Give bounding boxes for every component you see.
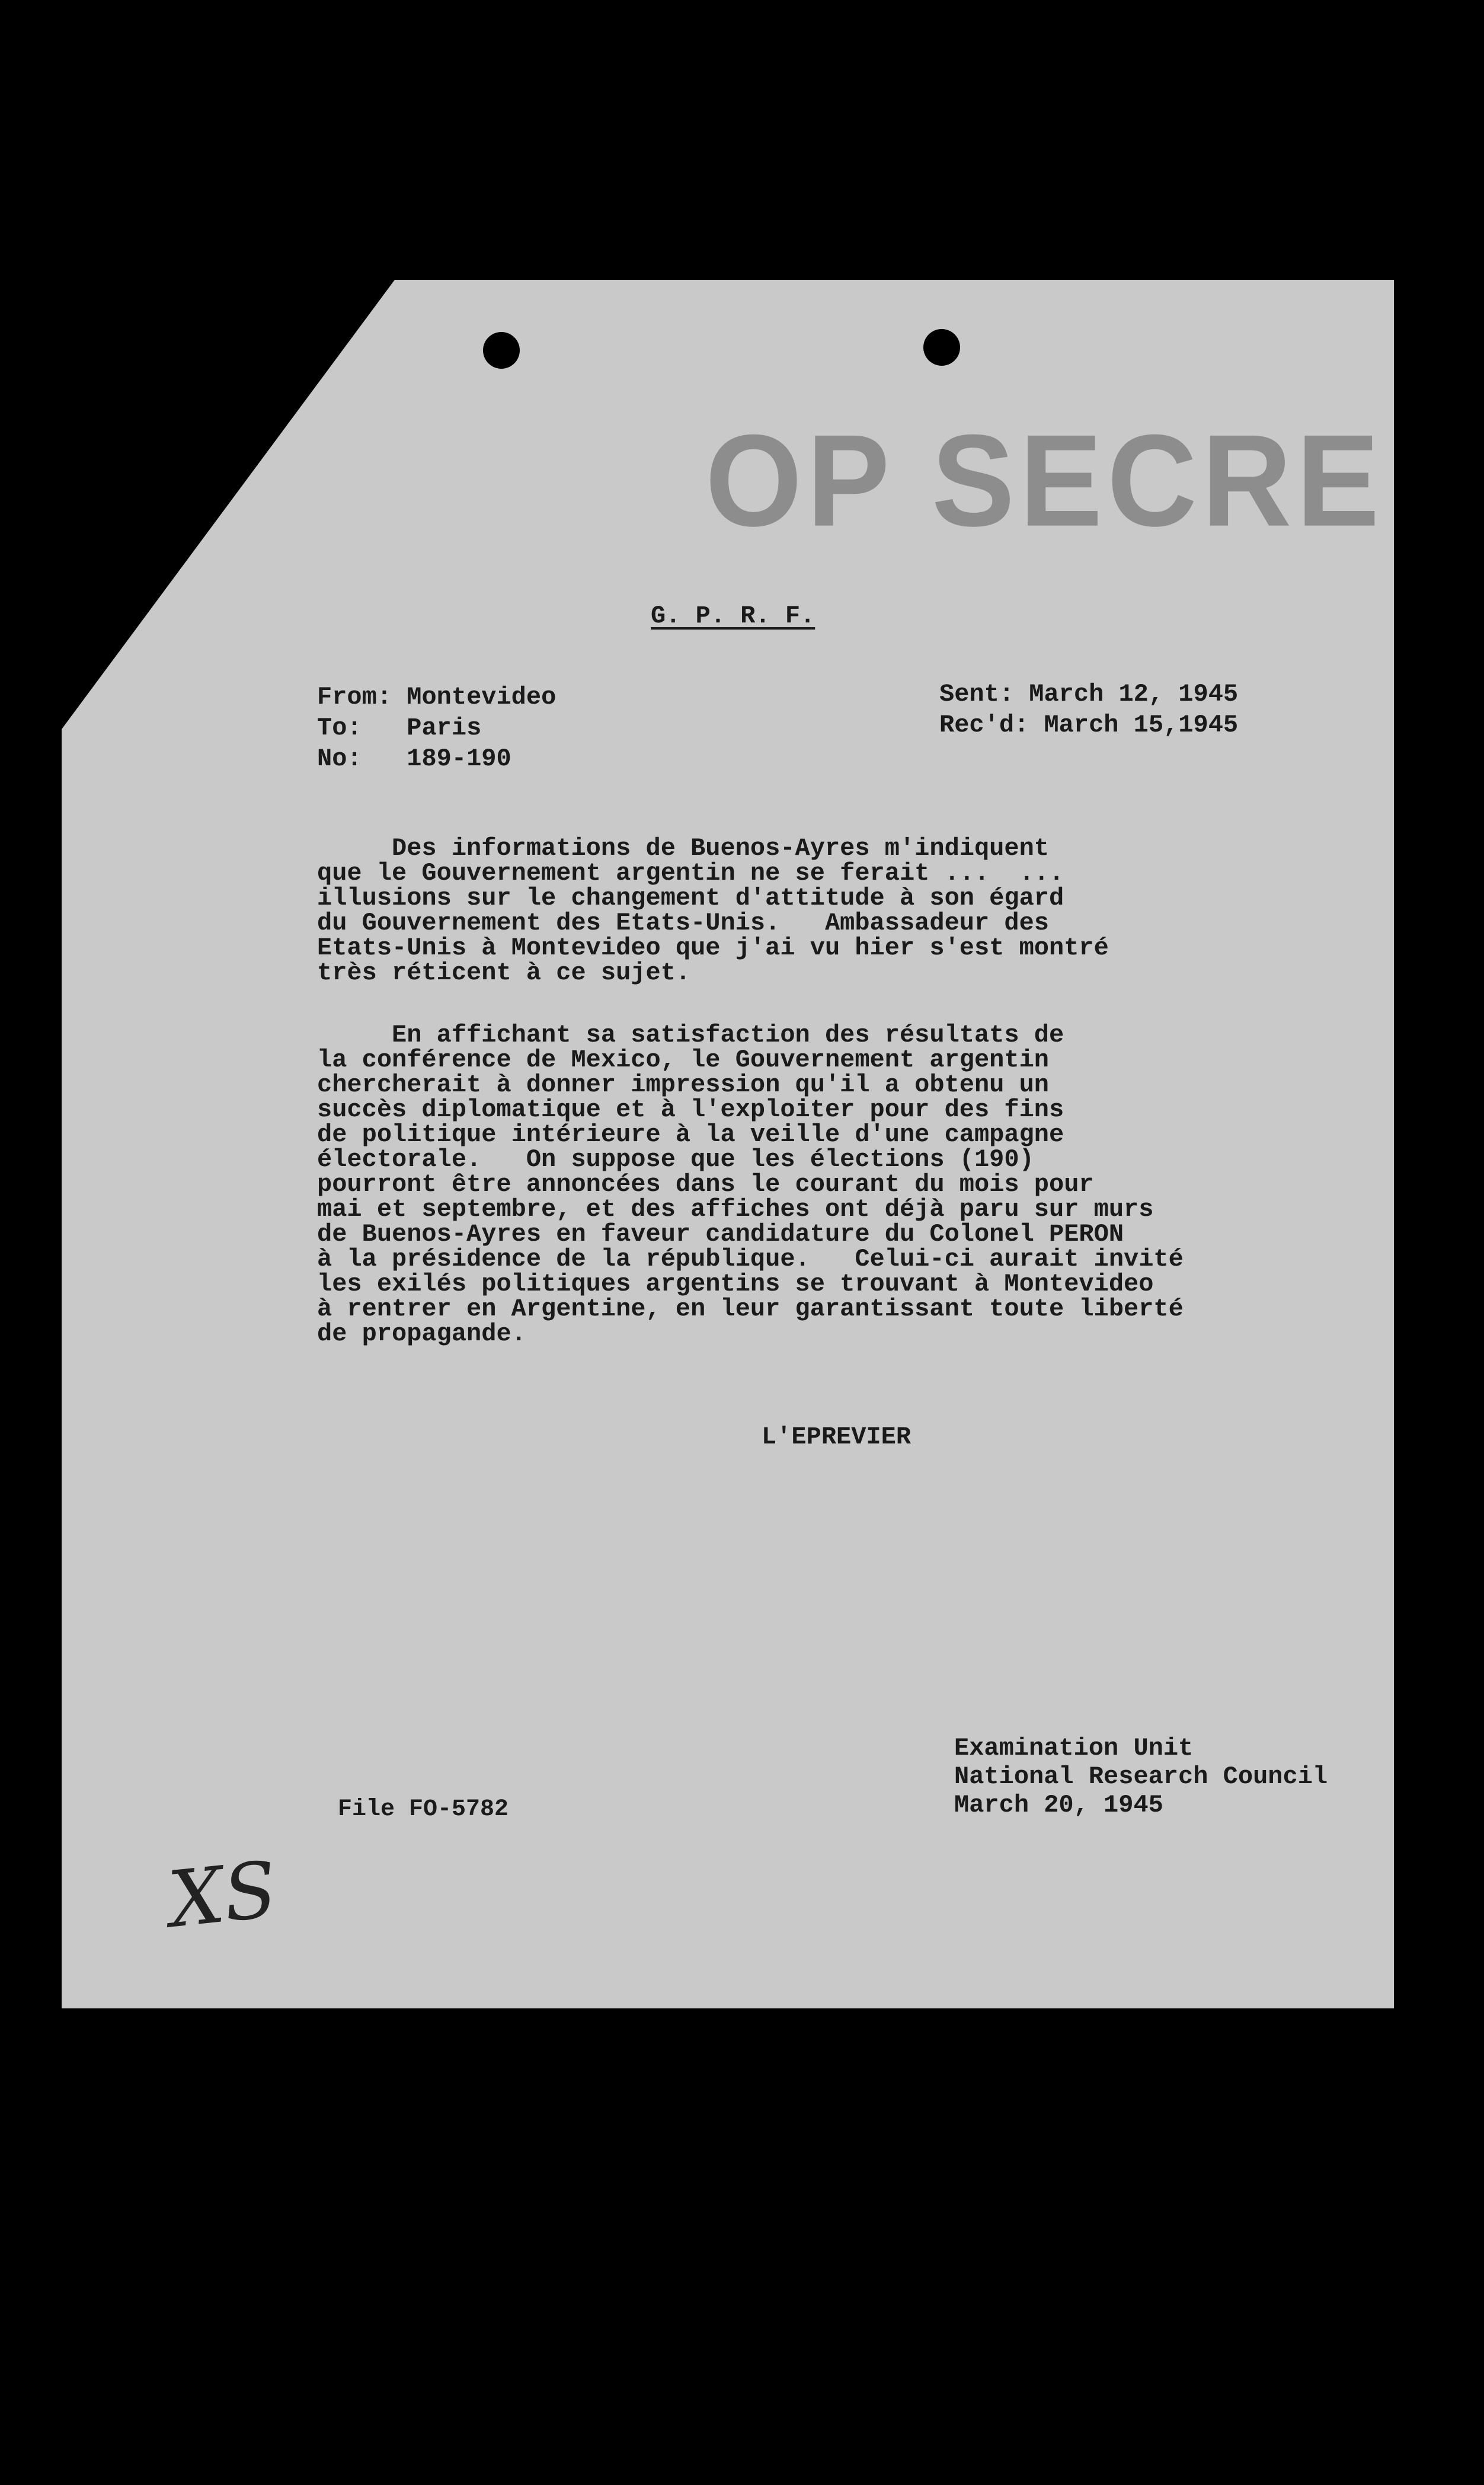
routing-block [317,682,556,774]
top-secret-stamp: OP SECRE [705,407,1384,554]
body-line: de propagande. [317,1320,526,1348]
no-value: 189-190 [407,745,511,773]
from-value: Montevideo [407,683,556,711]
body-line: de politique intérieure à la veille d'une campagne [317,1120,1064,1149]
body-line: que le Gouvernement argentin ne se ferait ... ... [317,859,1064,887]
no-label: No: [317,745,362,773]
body-line: pourront être annoncées dans le courant du mois pour [317,1170,1094,1199]
punch-hole-left [483,332,520,369]
body-line: à la présidence de la république. Celui-ci aurait invité [317,1245,1184,1273]
body-line: les exilés politiques argentins se trouvant à Montevideo [317,1270,1154,1298]
sent-value: March 12, 1945 [1029,680,1239,708]
unit-date: March 20, 1945 [954,1791,1163,1819]
body-line: à rentrer en Argentine, en leur garantissant toute liberté [317,1295,1184,1323]
handwritten-initials: XS [164,1844,282,1946]
punch-hole-right [923,329,960,366]
recd-value: March 15,1945 [1044,711,1239,739]
body-line: la conférence de Mexico, le Gouvernement argentin [317,1046,1050,1074]
to-label: To: [317,714,362,742]
unit-line-1: Examination Unit [954,1734,1194,1762]
examination-unit-block [954,1734,1328,1819]
recd-label: Rec'd: [939,711,1029,739]
body-line: électorale. On suppose que les élections (190) [317,1145,1034,1174]
body-paragraph-1 [317,836,1109,985]
sent-label: Sent: [939,680,1015,708]
body-line: du Gouvernement des Etats-Unis. Ambassadeur des [317,909,1050,937]
body-paragraph-2 [317,1023,1184,1346]
dates-block [939,679,1238,740]
body-line: chercherait à donner impression qu'il a obtenu un [317,1071,1050,1099]
signature: L'EPREVIER [762,1423,911,1451]
document-header: G. P. R. F. [651,602,815,630]
file-number: File FO-5782 [338,1796,509,1823]
body-line: Etats-Unis à Montevideo que j'ai vu hier s'est montré [317,934,1109,962]
to-value: Paris [407,714,482,742]
body-line: Des informations de Buenos-Ayres m'indiquent [317,834,1050,863]
body-line: de Buenos-Ayres en faveur candidature du Colonel PERON [317,1220,1124,1248]
from-label: From: [317,683,392,711]
body-line: très réticent à ce sujet. [317,959,691,987]
body-line: succès diplomatique et à l'exploiter pour des fins [317,1095,1064,1124]
body-line: illusions sur le changement d'attitude à son égard [317,884,1064,912]
unit-line-2: National Research Council [954,1762,1328,1791]
body-line: En affichant sa satisfaction des résultats de [317,1021,1064,1049]
body-line: mai et septembre, et des affiches ont déjà paru sur murs [317,1195,1154,1224]
